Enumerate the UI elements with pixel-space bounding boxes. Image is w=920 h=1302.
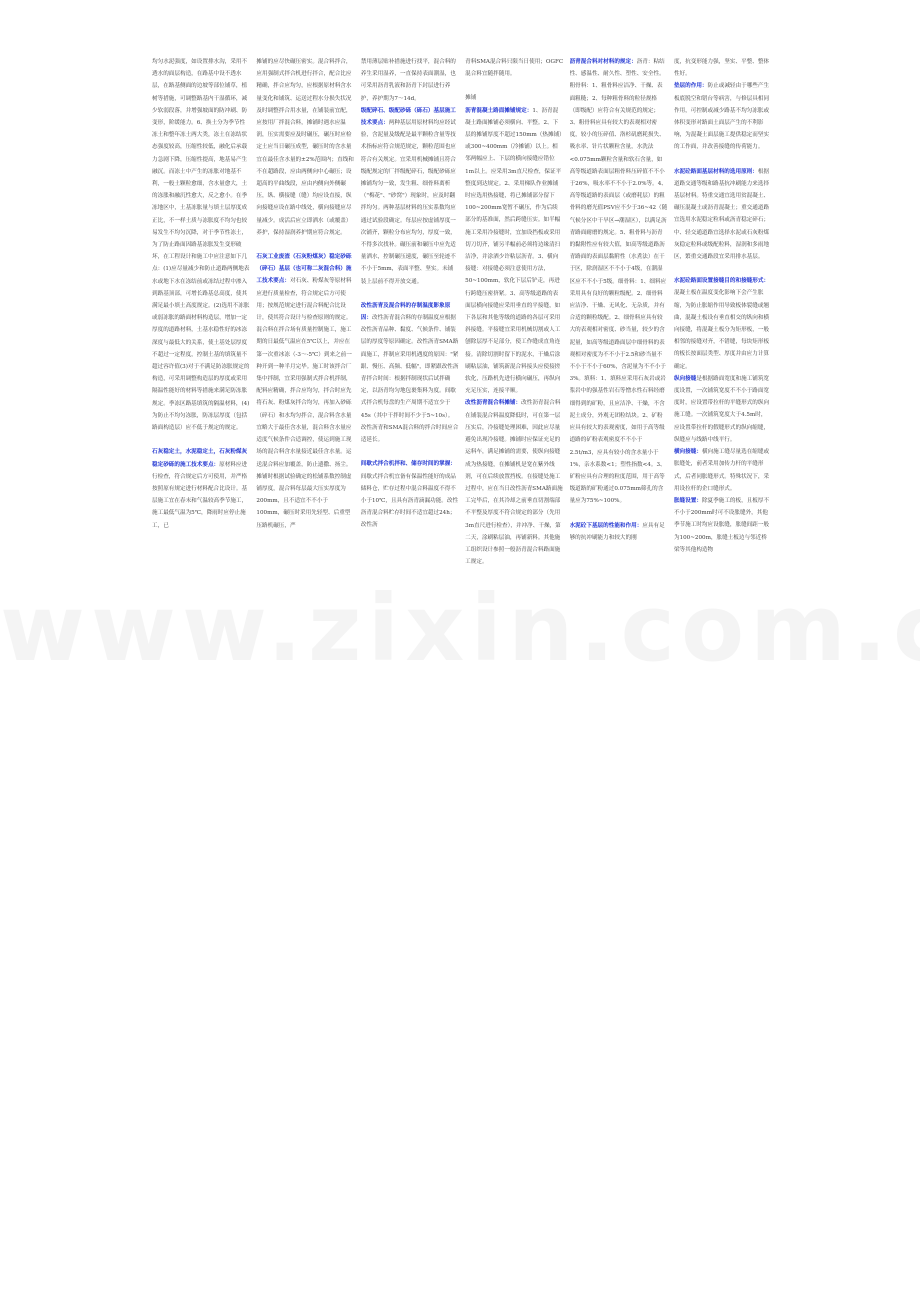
paragraph xyxy=(361,300,459,446)
paragraph xyxy=(674,166,772,264)
section-heading: 沥青混合料对材料的规定： xyxy=(569,59,637,65)
paragraph-text: 横向施工缝尽量选在缩缝或胀缝处，前者采用加传力杆的平缝形式，后者同胀缝形式。特殊状况下，采用设拉杆的企口缝形式。 xyxy=(673,449,770,492)
paragraph-text: 根据道路交通等级和路基抗冲刷能力来选择基层材料。特重交通宜选用贫混凝土、碾压混凝土或沥青混凝土；重交通道路宜选用水泥稳定粒料或沥青稳定碎石；中、轻交通道路宜选择水泥或石灰粉煤灰稳定粒料或级配粒料，湿润和多雨地区，繁重交通路段宜采用排水基层。 xyxy=(673,168,770,261)
paragraph-text: 除夏季施工的板，且板厚不不小于200mm时可不设胀缝外，其他季节施工时均应设胀缝，胀缝间距一般为100~200m，胀缝土板边与邻近桥梁等其他构造物 xyxy=(673,497,770,553)
paragraph xyxy=(152,56,250,434)
paragraph xyxy=(570,520,668,544)
section-heading: 石灰工业废渣（石灰粉煤灰）稳定砂砾（碎石）基层（也可称二灰混合料）施工技术要点： xyxy=(256,254,352,285)
paragraph-text: 禁用薄层贴补措施进行找平，混合料的养生采用湿养，一直保持表面潮湿，也可采用沥青乳液和沥青下封层进行养护，养护期为7～14d。 xyxy=(360,59,456,102)
text-column-2 xyxy=(256,56,354,1246)
document-page xyxy=(152,56,772,1246)
paragraph-text: 对石灰、粉煤灰等原材料应进行质量检查，符合规定后方可使用；按规范规定进行混合料配合比设计，使其符合设计与检查原则的规定。混合料在拌合场有质量控制施工，施工期的日最低气温应在5℃以上，并应在第一次重冰冻（-3～-5℃）到来之前一种开到一种半月完毕。施工时该拌合厂集中拌制，宜采用强制式拌合机拌制，配料应精确，拌合应均匀，拌合时应先将石灰、粉煤灰拌合均匀，再加入砂砾（碎石）和水均匀拌合，混合料含水量宜略大于最佳含水量，混合料含水量应适度气候条件合适调控，使运到施工现场的混合料含水量接近最佳含水量。运送混合料应加覆盖，防止遗撒、扬尘。摊铺时根据试验确定的松铺系数控制虚铺厚度，混合料每层最大压实厚度为200mm，且不适宜不不小于100mm，碾压时采用先轻型、后重型压路机碾压，严 xyxy=(256,278,352,529)
text-column-5 xyxy=(570,56,668,1246)
section-heading: 沥青混凝土路面摊铺规定： xyxy=(465,107,533,114)
paragraph-text: 度，抗变形能力强，坚实、平整、整体性好。 xyxy=(673,59,770,78)
section-heading: 水泥砼路面基层材料的选用原则： xyxy=(673,168,758,175)
paragraph xyxy=(674,275,772,373)
paragraph-text: 防止或减轻由于哪些产生板底脱空和错台等病害，与修层具相同作用，可控制或减少路基不均匀冻胀或体积变形对路面土面层产生的不利影响，为混凝土面层施工提供稳定而坚实的工作面，并改善接缝的传荷能力。 xyxy=(673,83,770,151)
section-heading: 纵向接缝 xyxy=(673,375,697,382)
paragraph-gap xyxy=(361,446,459,458)
paragraph xyxy=(674,495,772,556)
section-heading: 垫层的作用： xyxy=(673,83,708,90)
section-heading: 改性沥青及混合料的存制温度影象原因： xyxy=(360,302,451,322)
paragraph xyxy=(361,105,459,288)
section-heading: 石灰稳定土，水泥稳定土，石灰粉煤灰稳定砂砾的施工技术要点： xyxy=(152,449,248,468)
paragraph xyxy=(674,446,772,495)
text-column-1 xyxy=(152,56,250,1246)
section-heading: 水泥砼下基层的性能和作用： xyxy=(569,522,643,529)
paragraph-text: 混凝土板在温度变化影响下会产生胀缩，为防止胀缩作用导致板体裂缝或翘曲，混凝土板设有垂直相交的纵向和横向接缝，将混凝土板分为矩形板，一般相邻的接缝对齐，不错缝，每块矩形板的板长按面层类型、厚度并由应力计算确定。 xyxy=(673,290,770,370)
paragraph-gap xyxy=(674,263,772,275)
paragraph xyxy=(465,92,563,104)
paragraph-text: 摊铺的应尽快碾压密实。混合料拌合，应用强制式拌合机进行拌合，配合比应精确，拌合应均匀，应根据原材料含水量变化和铺筑、运送过程水分损失状况及时调整拌合用水量，在铺装前宜配，应按用厂拌混合料，摊铺时遇水应温润，压实需要应及时碾压，碾压时应检定土应当日碾压成型，碾压时的含水量宜在最佳含水量的±2%范围内；直线和不在超路段，应由两侧向中心碾压；设超高的平曲线段，应由内侧向外侧碾压，纵、横接缝（缝）均应设直接，纵向接缝应设在路中线处，横向接缝应尽量减少。成活后应立即洒水（或覆盖）养护，保持湿润养护期应符合规定。 xyxy=(256,59,354,236)
paragraph-text: 改性沥青混合料的存制温度应根据改性沥青品种、黏度、气候条件、铺装层的厚度等原因确定。改性沥青SMA路面施工，拌制应采用机遇度的原因："紧跟、慢压、高频、低幅"，即紧跟改性沥青拌合时间：根据拌制现状后试拌确定，以沥青均匀地包裹集料为度。间歇式拌合机每盘的生产周期不适宜少于45s（其中干拌时间不少于5~10s）。改性沥青和SMA混合料的拌合时间应合适延长。 xyxy=(360,315,459,444)
section-heading: 间歇式拌合机拌和、储存时间的掌握： xyxy=(360,461,456,468)
paragraph-gap xyxy=(465,80,563,92)
paragraph xyxy=(361,458,459,531)
paragraph xyxy=(256,251,354,532)
paragraph-gap xyxy=(570,508,668,520)
paragraph-gap xyxy=(256,239,354,251)
paragraph-text: 青料SMA混合料只限当日使用；OGFC混合料宜随拌随用。 xyxy=(465,59,564,78)
paragraph-text: 均匀水泥强度，如设置排水沟，采用不透水的面层构造，在路基中设不透水层，在路基侧面的边坡等部位铺草，植树等措施，可调整路基内干湿循环，减少软弱段落，并增强坡面的防冲刷、防变形，阶缓能力。6、换土分为季节性冻土和整年冻土两大类，冻土在冻结状态强度较高，压缩性较低，融化后承载力急剧下降，压缩性提高，地基易产生融沉。而冻土中产生的冻胀对地基不利，一般土颗粒愈细，含水量愈大，土的冻胀和融沉性愈大，反之愈小。在季冻地区中，土基冻胀量与填土层厚度成正比，不一样土质与冻胀度不均匀也较易发生不均匀沉降，对于季节性冻土，为了防止路面因路基冻胀发生变形破坏，在工程设计和施工中应注意如下几点：(1)应尽量减少和防止道路两侧地表水或地下水在冻结前或冻结过程中渗入到路基顶部，可增长路基总高度，使其满足最小填土高度规定。(2)选用不冻胀或弱冻胀的路面材料构造层，增加一定厚度的道路材料，土基水稳性好的冰冻深度与最低大的关系，使土基处层厚度不超过一定程度，控制土基的填筑量不超过容许值(3)对于不满足防冻胀规定的构造，可采用调整构造层的厚度或采用隔温性能好的材料等措施来满足防冻胀规定。季冻区路基填筑的隔温材料，(4)为防止不均匀冻胀，防冻层厚度（包括路面构造层）应不低于规定的规定。 xyxy=(152,59,250,432)
paragraph-text: 改性沥青混合料在铺装混合料温度降低时，可在第一层压实后，冷接缝处理困难，因此应尽量避免出现冷接缝。摊铺时应保证充足的运料车，满足摊铺的需要，使纵向接缝成为热接缝，在摊铺机是宽在紫外线剂，可在后续放置挡板。在接缝处施工过程中，应在当日改性沥青SMA路面施工完毕后，在其冷却之前垂直切割端部不平整及厚度不符合规定的部分（先用3m直尺进行检查），并冲净、干燥，第二天，涂刷粘层油，再铺新料。其他施工组织设计参照一般沥青混合料路面施工规定。 xyxy=(465,400,563,566)
paragraph-text: 1、沥青混凝土路面摊铺必须横向、平整。2、下层的摊铺厚度不超过150mm（热摊铺）或300~400mm（冷摊铺）以上。相邻两幅应上、下层的横向接缝应错位1m以上。应采用3m直尺检查，保证平整度到达规定。2、采用梯队作业摊铺时应选用热接缝，将已摊铺部分留下100~200mm宽暂不碾压，作为后续部分的基准面，然后跨缝压实。如半幅施工采用冷接缝时，宜加设挡板或采用切刀切齐，铺另半幅前必须将边缘清扫洁净，并涂洒少许粘层沥青。3、横向接缝：对接缝必须注意使用方法，50~100mm，软化下层后铲走，再进行跨缝压密挤紧。3、高等级道路的表面层横向接缝应采用垂直的平接缝，如下各层和其他等级的道路的各层可采用斜接缝。平接缝宜采用机械切割或人工刨除层厚不足部分，使工作缝成直角连接。清除切割时留下的泥水，干燥后涂刷粘层油，铺筑新混合料接头应使接搓软化，压路机先进行横向碾压，再纵向充足压实，连接平顺。 xyxy=(465,107,562,395)
section-heading: 水泥砼路面设置接缝目的和接缝形式： xyxy=(673,278,770,285)
paragraph-text: 应具有足够的抗冲刷能力和较大的刚 xyxy=(569,522,665,541)
text-column-4 xyxy=(465,56,563,1246)
section-heading: 胀缝设置： xyxy=(673,497,702,504)
paragraph xyxy=(361,56,459,105)
paragraph xyxy=(465,56,563,80)
paragraph xyxy=(674,373,772,446)
paragraph xyxy=(465,105,563,398)
paragraph xyxy=(465,397,563,568)
text-column-3 xyxy=(361,56,459,1246)
paragraph xyxy=(152,446,250,531)
paragraph-text: 摊铺 xyxy=(465,95,477,102)
paragraph xyxy=(570,56,668,508)
paragraph-text: 沥青：粘结性、感温性、耐久性、塑性、安全性。粗骨料：1、粗骨料应洁净、干燥、表面粗糙；2、每种粗骨料的粒径规格（即级配）应符合有关规范的规定；3、粗骨料应具有较大的表观相对密度，较小的压碎值、洛杉矶磨耗损失、吸水率、针片状颗粒含量，水洗法<0.075mm颗粒含量和软石含量，如高等级道路表面层粗骨料压碎值不不小于26%，吸水率不不小于2.0%等。4、高等级道路的表面层（或磨耗层）的粗骨料的磨光值PSV应不少于36~42（随气候分区中干旱区→潮湿区），以满足沥青路面耐磨的规定。5、粗骨料与沥青的黏附性应有较大值，如高等级道路沥青路面的表面层黏附性（水煮法）在干于区，除润湿区不不小于4级，在潮湿区应不不小于5级。细骨料：1、细料应采用具有良好的颗粒级配。2、细骨料应洁净、干燥、无风化、无杂质，并有合适的颗粒级配。2、细骨料应具有较大的表观相对密度、砂当量，较少的含泥量，如高等级道路面层中细骨料的表观相对密度为不不小于2.5和砂当量不不小于不小于60%，含泥量为不不小于3%。填料：1、填料应采用石灰岩或岩浆岩中的强基性岩石等憎水性石料经磨细得到的矿粉，且应洁净、干燥，不含泥土成分，外观无团粒结块。2、矿粉应具有较大的表观密度，如用于高等级道路的矿粉表观密度不不小于2.5t/m3，应具有较小的含水量小于1%，亲水系数<1；塑性指数<4。3、矿粉应具有合理的粒度范围，用于高等级道路的矿粉通过0.075mm筛孔的含量应为75%~100%。 xyxy=(569,59,668,505)
paragraph-text: 是根据路面宽度和施工铺筑宽度设置，一次铺筑宽度不不小于路面宽度时，应设置带拉杆的平缝形式的纵向施工缝。一次铺筑宽度大于4.5m时，应设置带拉杆的假缝形式的纵向缩缝，纵缝应与线路中线平行。 xyxy=(673,375,770,443)
section-heading: 级配碎石、级配砂砾（砾石）基层施工技术要点： xyxy=(360,107,456,127)
paragraph-text: 原材料应进行检查，符合规定后方可使用，并严格按照原有规定进行材料配合比设计。基层施工宜在春末和气温较高季节施工，施工最低气温为5℃，降雨时应停止施工，已 xyxy=(152,461,248,529)
section-heading: 改性沥青混合料摊铺： xyxy=(465,400,522,407)
paragraph xyxy=(674,80,772,153)
paragraph xyxy=(674,56,772,80)
text-column-6 xyxy=(674,56,772,1246)
paragraph-text: 间歇式拌合机宜备有保温性能好的成品储料仓，贮存过程中混合料温度不得不小于10℃，且具有沥青滴漏功能。改性沥青混合料贮存时间不适宜超过24h；改性沥 xyxy=(360,473,459,529)
paragraph-gap xyxy=(152,434,250,446)
paragraph-gap xyxy=(361,288,459,300)
paragraph xyxy=(256,56,354,239)
section-heading: 横向接缝： xyxy=(673,449,702,456)
paragraph-gap xyxy=(674,154,772,166)
paragraph-text: 两种基层用原材料均应经试验，含泥量及级配是最平颗粒含量等技术指标应符合规范规定，颗粒范围也应符合有关规定。宜采用机械摊铺且符合级配规定的厂拌级配碎石，级配砂砾应摊铺均匀一致，发生粗、细骨料离析（"梅花"、"砂窝"）现象时，应及时翻拌均匀。两种基层材料的压实系数均应通过试验段确定。每层应按虚铺厚度一次铺齐，颗粒分布应均匀，厚度一致，不得多次找补。碾压前和碾压中应先适量洒水，控制碾压速度，碾压至轮迹不不小于5mm，表面平整、坚实。未铺装上层前不得开放交通。 xyxy=(360,120,456,285)
